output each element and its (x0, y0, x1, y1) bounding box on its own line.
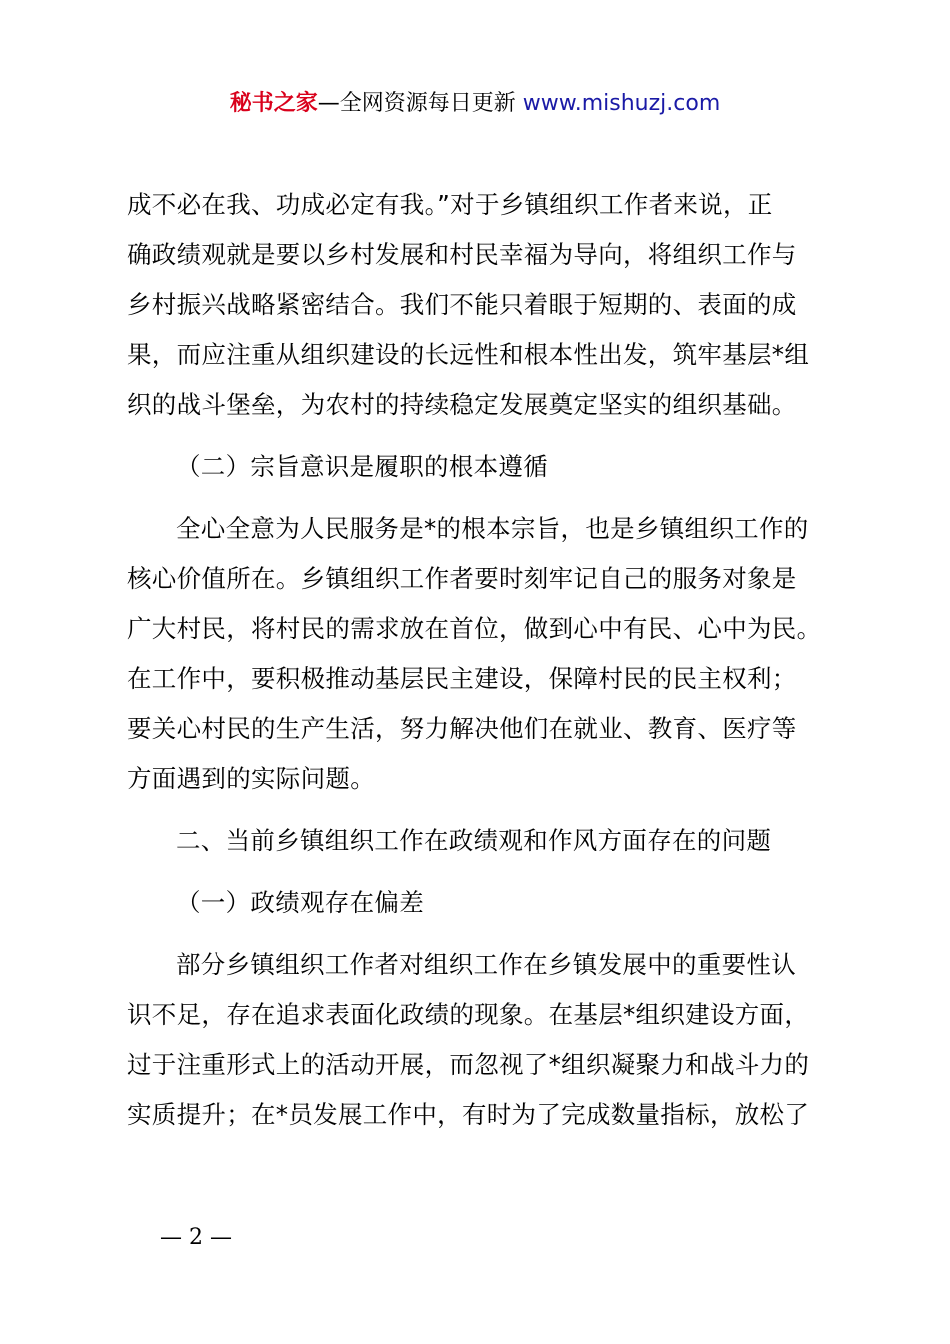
text-line: 方面遇到的实际问题。 (127, 764, 375, 793)
document-body (127, 180, 831, 1140)
site-tagline: —全网资源每日更新 (317, 91, 516, 116)
text-line: 乡村振兴战略紧密结合。我们不能只着眼于短期的、表面的成 (127, 290, 797, 319)
text-line: 在工作中，要积极推动基层民主建设，保障村民的民主权利； (127, 664, 797, 693)
section-heading-2-1: （一）政绩观存在偏差 (176, 888, 424, 917)
text-line: 部分乡镇组织工作者对组织工作在乡镇发展中的重要性认 (176, 950, 796, 979)
text-line: 织的战斗堡垒，为农村的持续稳定发展奠定坚实的组织基础。 (127, 390, 797, 419)
paragraph-3 (127, 940, 831, 1140)
section-heading-2: 二、当前乡镇组织工作在政绩观和作风方面存在的问题 (176, 826, 772, 855)
paragraph-2 (127, 504, 831, 804)
text-line: 核心价值所在。乡镇组织工作者要时刻牢记自己的服务对象是 (127, 564, 797, 593)
text-line: 广大村民，将村民的需求放在首位，做到心中有民、心中为民。 (127, 614, 822, 643)
site-url-link[interactable]: www.mishuzj.com (522, 91, 721, 116)
section-heading-2-2: （二）宗旨意识是履职的根本遵循 (176, 452, 548, 481)
text-line: 识不足，存在追求表面化政绩的现象。在基层*组织建设方面， (127, 1000, 810, 1029)
text-line: 成不必在我、功成必定有我。”对于乡镇组织工作者来说，正 (127, 190, 773, 219)
paragraph-1 (127, 180, 831, 430)
text-line: 要关心村民的生产生活，努力解决他们在就业、教育、医疗等 (127, 714, 797, 743)
site-header (0, 88, 950, 120)
text-line: 确政绩观就是要以乡村发展和村民幸福为导向，将组织工作与 (127, 240, 797, 269)
text-line: 实质提升；在*员发展工作中，有时为了完成数量指标，放松了 (127, 1100, 810, 1129)
site-brand: 秘书之家 (229, 91, 318, 116)
page-number: — 2 — (160, 1225, 232, 1250)
text-line: 全心全意为人民服务是*的根本宗旨，也是乡镇组织工作的 (176, 514, 809, 543)
text-line: 果，而应注重从组织建设的长远性和根本性出发，筑牢基层*组 (127, 340, 810, 369)
text-line: 过于注重形式上的活动开展，而忽视了*组织凝聚力和战斗力的 (127, 1050, 810, 1079)
